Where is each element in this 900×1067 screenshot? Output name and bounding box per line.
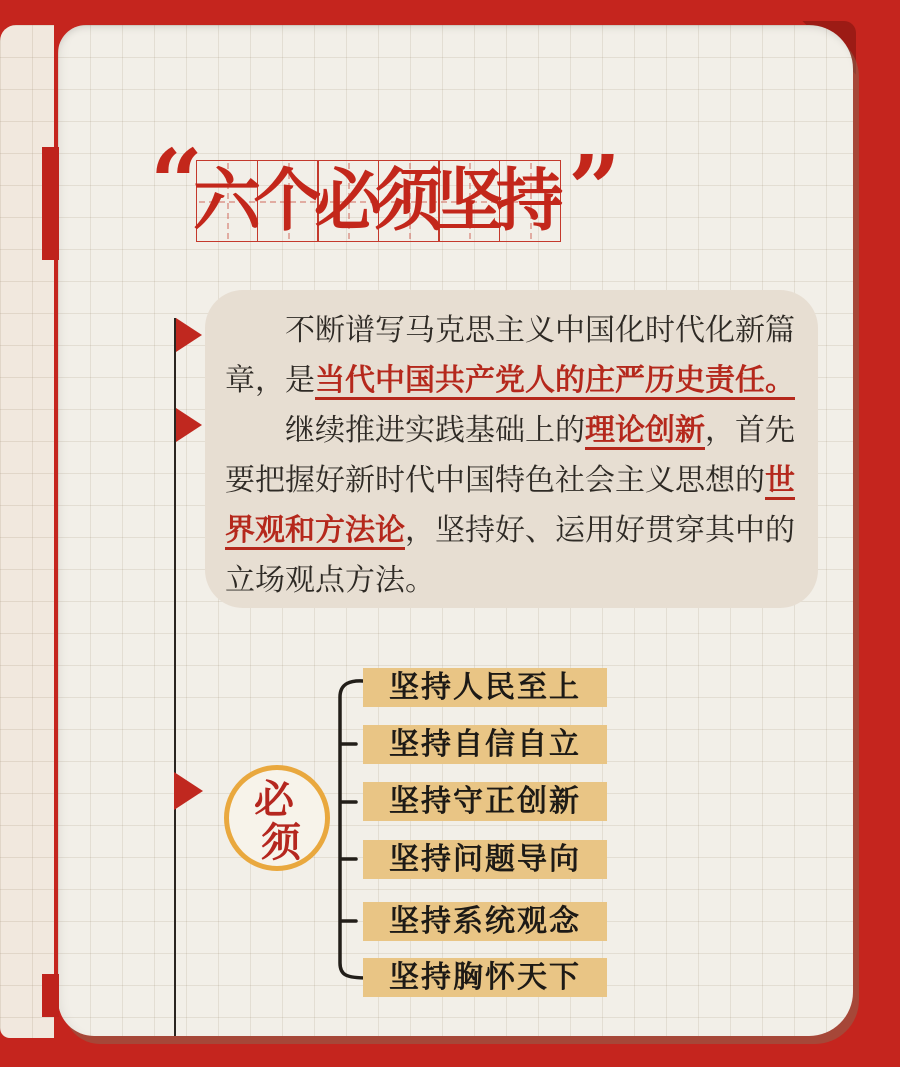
intro-panel <box>205 290 818 608</box>
title-char: 六 <box>192 163 261 239</box>
bookmark-tab-top <box>42 147 59 260</box>
brace-lines <box>318 665 398 995</box>
intro-emphasis: 当代中国共产党人的庄严历史责任。 <box>315 364 795 397</box>
title-char: 须 <box>374 163 443 239</box>
intro-emphasis: 世界观和方法论 <box>225 464 795 547</box>
bixu-badge <box>224 765 330 871</box>
bookmark-tab-bottom <box>42 974 59 1017</box>
mindmap-item: 坚持问题导向 <box>363 840 607 879</box>
intro-paragraph-2 <box>225 406 800 606</box>
intro-text: 继续推进实践基础上的 <box>285 414 585 447</box>
title-char-cell <box>313 160 382 242</box>
headline-character-grid <box>192 160 564 242</box>
intro-text: 不断谱写马克思主义中国化时代化新篇章，是 <box>225 314 795 397</box>
title-char-cell <box>495 160 564 242</box>
title-char-cell <box>192 160 261 242</box>
badge-char: 必 <box>254 777 294 822</box>
mindmap-item: 坚持自信自立 <box>363 725 607 764</box>
mindmap-item: 坚持胸怀天下 <box>363 958 607 997</box>
title-char: 个 <box>253 163 322 239</box>
title-char-cell <box>374 160 443 242</box>
triangle-bullet-icon <box>174 772 203 810</box>
intro-text: ，坚持好、运用好贯穿其中的立场观点方法。 <box>225 514 795 597</box>
title-char: 持 <box>495 163 564 239</box>
intro-paragraph-1 <box>225 306 800 406</box>
open-quote: “ <box>150 129 203 237</box>
mindmap-item: 坚持守正创新 <box>363 782 607 821</box>
close-quote: ” <box>568 135 621 243</box>
title-char: 坚 <box>434 163 503 239</box>
mindmap-item: 坚持人民至上 <box>363 668 607 707</box>
triangle-bullet-icon <box>176 408 202 442</box>
title-char-cell <box>434 160 503 242</box>
intro-text: ，首先要把握好新时代中国特色社会主义思想的 <box>225 414 795 497</box>
mindmap-item: 坚持系统观念 <box>363 902 607 941</box>
intro-emphasis: 理论创新 <box>585 414 705 447</box>
triangle-bullet-icon <box>176 318 202 352</box>
badge-char: 须 <box>261 820 301 865</box>
title-char-cell <box>253 160 322 242</box>
notebook-page <box>58 25 853 1036</box>
title-char: 必 <box>313 163 382 239</box>
